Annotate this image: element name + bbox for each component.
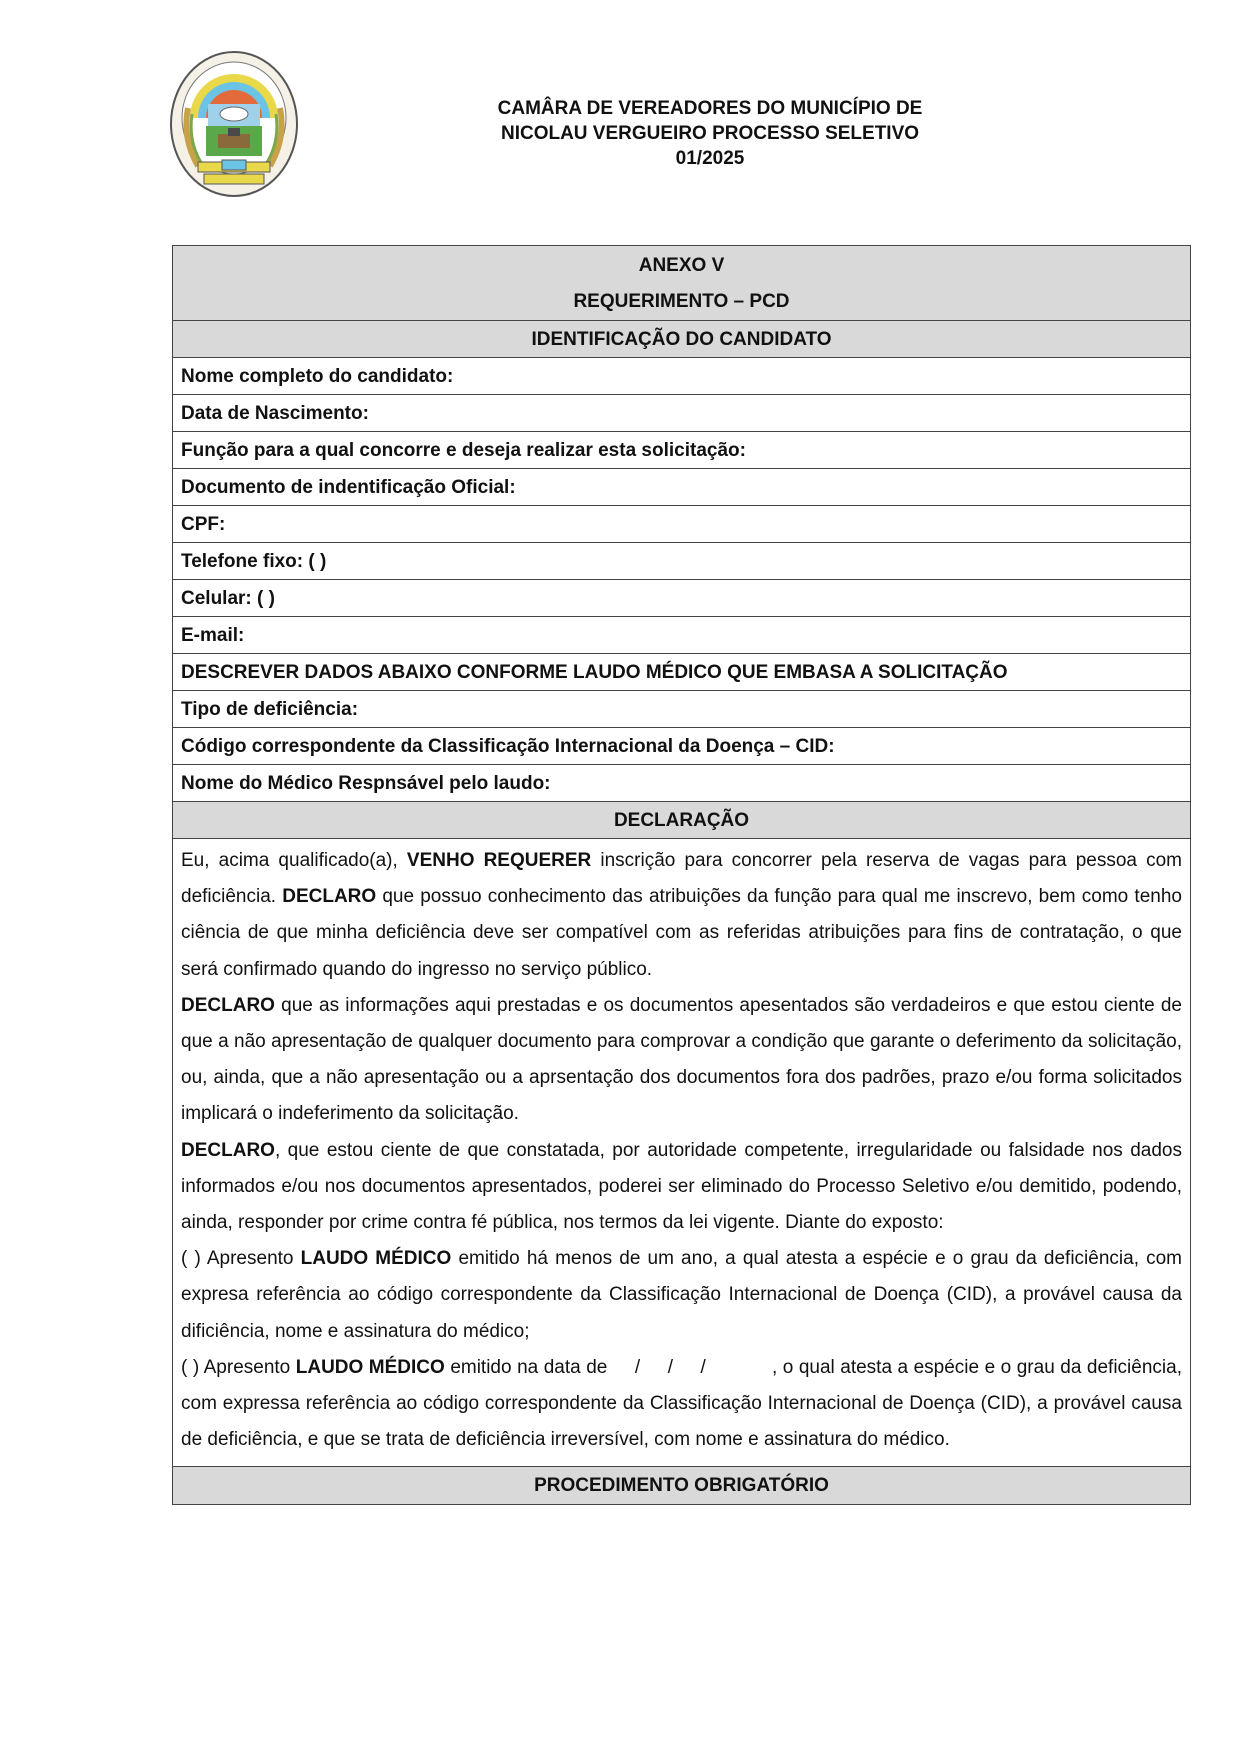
declaration-body [173,839,1190,1467]
field-cpf[interactable]: CPF: [173,506,1190,543]
field-official-document[interactable]: Documento de indentificação Oficial: [173,469,1190,506]
annex-title: ANEXO V [638,255,725,276]
coat-of-arms-icon [168,48,300,200]
declaration-paragraph-3: DECLARO, que estou ciente de que constatada, por autoridade competente, irregularidade ou falsidade nos dados informados e/ou nos documentos apresentados, poderei ser eliminado do Processo Seletivo e/ou demitido, podendo, ainda, responder por crime contra fé pública, nos termos da lei vigente. Diante do exposto: [181,1139,1182,1234]
field-birth-date[interactable]: Data de Nascimento: [173,395,1190,432]
field-full-name[interactable]: Nome completo do candidato: [173,358,1190,395]
header-line-1: CAMÂRA DE VEREADORES DO MUNICÍPIO DE [497,98,923,119]
field-email[interactable]: E-mail: [173,617,1190,654]
form-subtitle: REQUERIMENTO – PCD [573,291,790,312]
field-disability-type[interactable]: Tipo de deficiência: [173,691,1190,728]
field-cid-code[interactable]: Código correspondente da Classificação Internacional da Doença – CID: [173,728,1190,765]
header-line-3: 01/2025 [675,148,745,169]
coat-of-arms-logo [168,48,300,200]
field-cell-phone[interactable]: Celular: ( ) [173,580,1190,617]
form-title [173,246,1190,321]
section-procedure: PROCEDIMENTO OBRIGATÓRIO [173,1467,1190,1504]
declaration-paragraph-2: DECLARO que as informações aqui prestadas e os documentos apesentados são verdadeiros e que estou ciente de que a não apresentação de qualquer documento para comprovar a condição que garante o deferimento da solicitação, ou, ainda, que a não apresentação ou a aprsentação dos documentos fora dos padrões, prazo e/ou forma solicitados implicará o indeferimento da solicitação. [181,994,1182,1125]
section-identification: IDENTIFICAÇÃO DO CANDIDATO [173,321,1190,358]
pcd-request-form [172,245,1191,1505]
option-laudo-recent[interactable]: ( ) Apresento LAUDO MÉDICO emitido há menos de um ano, a qual atesta a espécie e o grau da deficiência, com expresa referência ao código correspondente da Classificação Internacional de Doença (CID), a provável causa da dificiência, nome e assinatura do médico; [181,1248,1183,1342]
field-landline-phone[interactable]: Telefone fixo: ( ) [173,543,1190,580]
declaration-paragraph-1: Eu, acima qualificado(a), VENHO REQUERER inscrição para concorrer pela reserva de vagas para pessoa com deficiência. DECLARO que possuo conhecimento das atribuições da função para qual me inscrevo, bem como tenho ciência de que minha deficiência deve ser compatível com as referidas atribuições para fins de contratação, o que será confirmado quando do ingresso no serviço público. [181,850,1182,980]
field-function[interactable]: Função para a qual concorre e deseja realizar esta solicitação: [173,432,1190,469]
field-doctor-name[interactable]: Nome do Médico Respnsável pelo laudo: [173,765,1190,802]
option-laudo-dated[interactable]: ( ) Apresento LAUDO MÉDICO emitido na data de / / / , o qual atesta a espécie e o grau da deficiência, com expressa referência ao código correspondente da Classificação Internacional de Doença (CID), a provável causa de deficiência, e que se trata de deficiência irreversível, com nome e assinatura do médico. [181,1356,1182,1451]
document-header [440,96,980,171]
laudo-date-field[interactable]: / / / [634,1356,706,1378]
header-line-2: NICOLAU VERGUEIRO PROCESSO SELETIVO [500,123,920,144]
describe-instruction: DESCREVER DADOS ABAIXO CONFORME LAUDO MÉDICO QUE EMBASA A SOLICITAÇÃO [173,654,1190,691]
section-declaration: DECLARAÇÃO [173,802,1190,839]
